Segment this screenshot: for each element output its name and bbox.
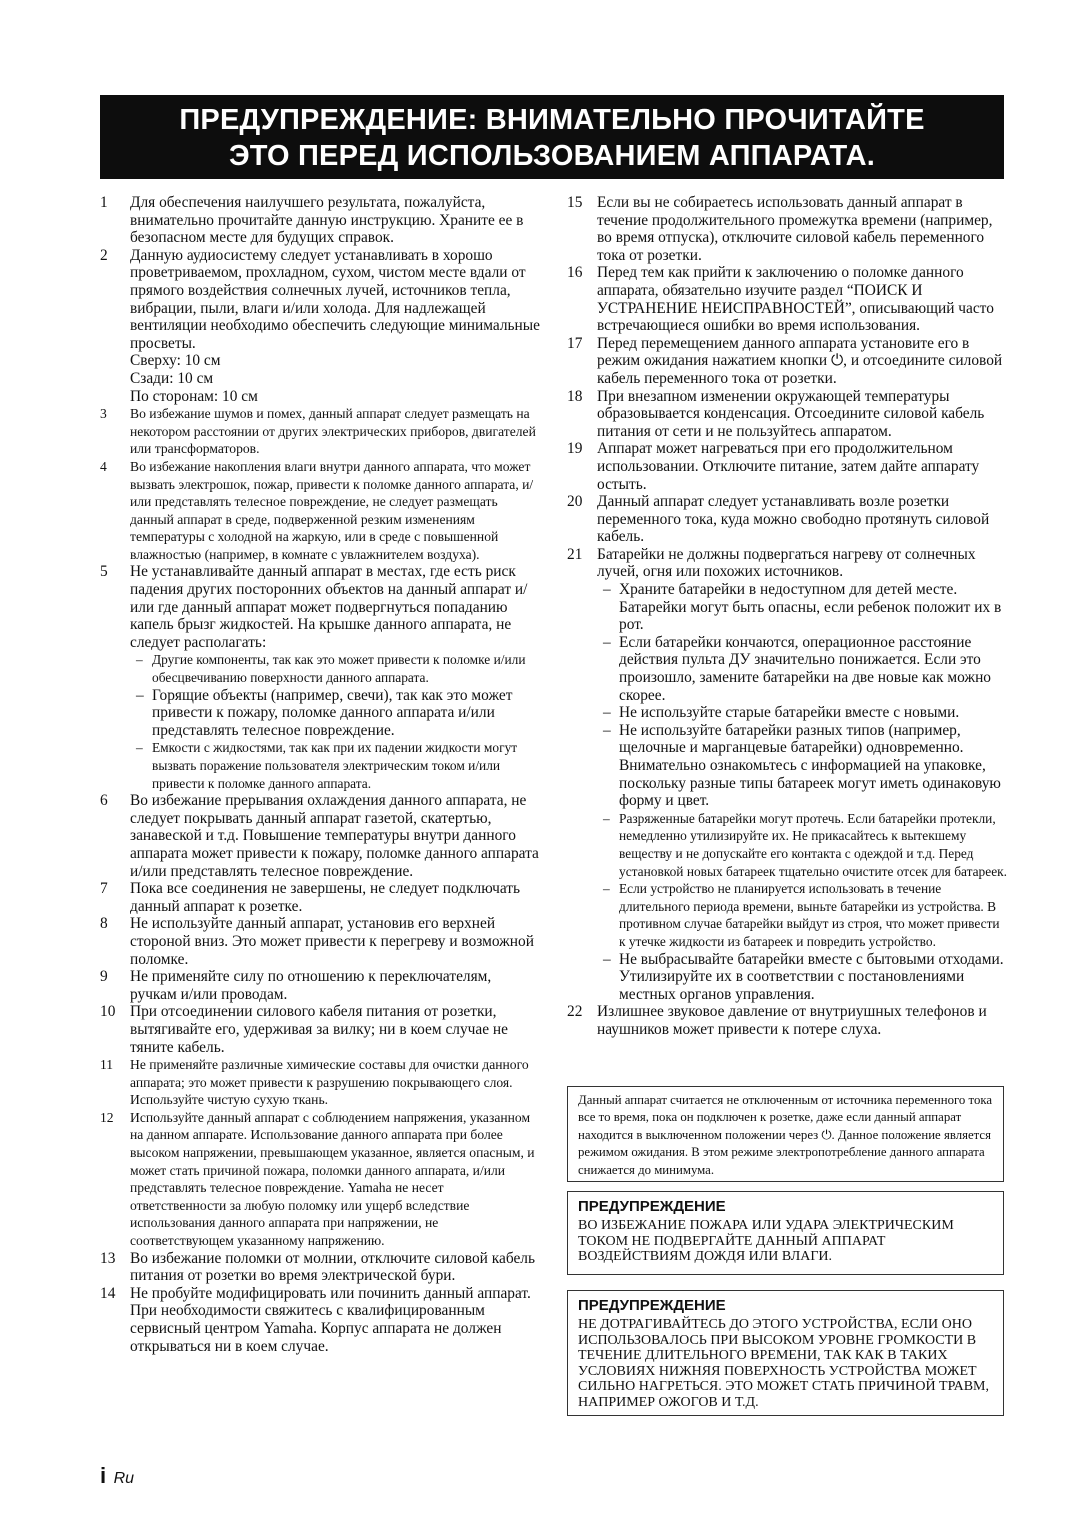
item-number: 16 bbox=[567, 264, 583, 282]
item-number: 5 bbox=[100, 563, 108, 581]
dash-bullet: – bbox=[136, 686, 144, 704]
list-item bbox=[100, 1250, 540, 1285]
item-text: Не пробуйте модифицировать или починить данный аппарат. При необходимости свяжитесь с квалифицированным сервисный центром Yamaha. Корпус аппарата не должен открываться ни в коем случае. bbox=[130, 1284, 531, 1355]
list-item bbox=[567, 440, 1007, 493]
sub-item-text: Если устройство не планируется использовать в течение длительного периода времени, выньте батарейки из устройства. В противном случае батарейки выйдут из строя, что может привести к утечке жидкости из батареек и повредить устройство. bbox=[619, 881, 1000, 949]
list-item bbox=[567, 546, 1007, 1003]
dash-bullet: – bbox=[603, 950, 611, 968]
item-text: Во избежание шумов и помех, данный аппарат следует размещать на некотором расстоянии от других электрических приборов, двигателей или трансформаторов. bbox=[130, 406, 536, 457]
right-column bbox=[567, 194, 1007, 1039]
warning-box-moisture bbox=[567, 1191, 1004, 1275]
list-item bbox=[567, 388, 1007, 441]
item-number: 7 bbox=[100, 880, 108, 898]
item-text: При внезапном изменении окружающей температуры образовывается конденсация. Отсоедините силовой кабель питания от сети и не пользуйтесь аппаратом. bbox=[597, 387, 985, 440]
item-number: 22 bbox=[567, 1003, 583, 1021]
sub-item-text: Храните батарейки в недоступном для детей месте. Батарейки могут быть опасны, если ребенок положит их в рот. bbox=[619, 581, 1002, 634]
left-column bbox=[100, 194, 540, 1355]
item-text: Для обеспечения наилучшего результата, пожалуйста, внимательно прочитайте данную инструкцию. Храните ее в безопасном месте для будущих справок. bbox=[130, 194, 524, 247]
list-item bbox=[567, 335, 1007, 388]
item-number: 18 bbox=[567, 387, 583, 405]
dash-bullet: – bbox=[603, 810, 610, 826]
item-number: 9 bbox=[100, 968, 108, 986]
list-item bbox=[100, 247, 540, 405]
item-text: Не устанавливайте данный аппарат в местах, где есть риск падения других посторонних объектов на данный аппарат и/или где данный аппарат может подвергнуться попаданию капель брызг жидкостей. На крышке данного аппарата, не следует располагать: bbox=[130, 563, 528, 651]
item-number: 3 bbox=[100, 406, 107, 422]
list-item bbox=[100, 405, 540, 458]
item-text: Во избежание накопления влаги внутри данного аппарата, что может вызвать электрошок, пожар, привести к поломке данного аппарата, и/или представлять телесное повреждение, не следует размещать данный аппарат в среде, подверженной резким изменениям температуры с холодной на жаркую, или в среде с повышенной влажностью (например, в комнате с увлажнителем воздуха). bbox=[130, 458, 534, 562]
sub-item-text: Если батарейки кончаются, операционное расстояние действия пульта ДУ значительно понижается. Если это произошло, замените батарейки на две новые как можно скорее. bbox=[619, 633, 991, 704]
item-text: Если вы не собираетесь использовать данный аппарат в течение продолжительного промежутка времени (например, во время отпуска), отключите силовой кабель переменного тока от розетки. bbox=[597, 194, 993, 264]
sub-list-item bbox=[597, 634, 1007, 704]
list-item bbox=[100, 1056, 540, 1109]
item-number: 21 bbox=[567, 545, 583, 563]
item-text: Данный аппарат следует устанавливать возле розетки переменного тока, куда можно свободно протянуть силовой кабель. bbox=[597, 493, 990, 546]
list-item bbox=[100, 1003, 540, 1056]
list-item bbox=[100, 1285, 540, 1355]
list-item bbox=[100, 915, 540, 968]
item-text: Не применяйте различные химические составы для очистки данного аппарата; это может привести к разрушению покрывающего слоя. Используйте чистую сухую ткань. bbox=[130, 1057, 529, 1108]
list-item bbox=[100, 880, 540, 915]
item-number: 10 bbox=[100, 1003, 116, 1021]
sub-item-text: Не используйте старые батарейки вместе с новыми. bbox=[619, 704, 960, 722]
language-code: Ru bbox=[113, 1470, 135, 1487]
sub-list-item bbox=[597, 704, 1007, 722]
item-number: 13 bbox=[100, 1249, 116, 1267]
page-title-banner bbox=[100, 95, 1004, 179]
list-item bbox=[567, 194, 1007, 264]
dash-bullet: – bbox=[603, 633, 611, 651]
standby-note-box bbox=[567, 1086, 1004, 1182]
item-text: Пока все соединения не завершены, не следует подключать данный аппарат к розетке. bbox=[130, 880, 521, 915]
dash-bullet: – bbox=[603, 721, 611, 739]
warning-title: ПРЕДУПРЕЖДЕНИЕ bbox=[578, 1198, 726, 1215]
dash-bullet: – bbox=[136, 652, 143, 668]
list-item bbox=[567, 264, 1007, 334]
standby-note-text: Данный аппарат считается не отключенным от источника переменного тока все то время, пока он подключен к розетке, даже если данный аппарат находится в выключенном положении через ⏻. Данное положение является режимом ожидания. В этом режиме электропотребление данного аппарата снижается до минимума. bbox=[578, 1093, 993, 1177]
item-number: 2 bbox=[100, 246, 108, 264]
item-number: 12 bbox=[100, 1109, 114, 1125]
sub-item-text: Другие компоненты, так как это может привести к поломке и/или обесцвечиванию поверхности данного аппарата. bbox=[152, 652, 526, 686]
item-number: 1 bbox=[100, 194, 108, 211]
item-number: 20 bbox=[567, 493, 583, 511]
item-number: 17 bbox=[567, 334, 583, 352]
list-item bbox=[100, 194, 540, 247]
item-text: Перед тем как прийти к заключению о поломке данного аппарата, обязательно изучите раздел “ПОИСК И УСТРАНЕНИЕ НЕИСПРАВНОСТЕЙ”, описывающий часто встречающиеся ошибки во время использования. bbox=[597, 264, 994, 335]
dash-bullet: – bbox=[603, 581, 611, 599]
title-line-1: ПРЕДУПРЕЖДЕНИЕ: ВНИМАТЕЛЬНО ПРОЧИТАЙТЕ bbox=[179, 104, 925, 136]
sub-list-item bbox=[597, 722, 1007, 810]
list-item bbox=[100, 792, 540, 880]
dash-bullet: – bbox=[136, 740, 143, 756]
warning-text: НЕ ДОТРАГИВАЙТЕСЬ ДО ЭТОГО УСТРОЙСТВА, ЕСЛИ ОНО ИСПОЛЬЗОВАЛОСЬ ПРИ ВЫСОКОМ УРОВНЕ ГРОМКОСТИ В ТЕЧЕНИЕ ДЛИТЕЛЬНОГО ВРЕМЕНИ, ТАК КАК В ТАКИХ УСЛОВИЯХ НИЖНЯЯ ПОВЕРХНОСТЬ УСТРОЙСТВА МОЖЕТ СИЛЬНО НАГРЕТЬСЯ. ЭТО МОЖЕТ СТАТЬ ПРИЧИНОЙ ТРАВМ, НАПРИМЕР ОЖОГОВ И Т.Д. bbox=[578, 1317, 990, 1410]
item-text: Не применяйте силу по отношению к переключателям, ручкам и/или проводам. bbox=[130, 968, 492, 1003]
page-number: i bbox=[100, 1463, 107, 1488]
warning-text: ВО ИЗБЕЖАНИЕ ПОЖАРА ИЛИ УДАРА ЭЛЕКТРИЧЕСКИМ ТОКОМ НЕ ПОДВЕРГАЙТЕ ДАННЫЙ АППАРАТ ВОЗДЕЙСТВИЯМ ДОЖДЯ ИЛИ ВЛАГИ. bbox=[578, 1218, 954, 1265]
item-text: Данную аудиосистему следует устанавливать в хорошо проветриваемом, прохладном, сухом, чистом месте вдали от прямого воздействия солнечных лучей, источников тепла, вибрации, пыли, влаги и/или холода. Для надлежащей вентиляции необходимо обеспечить следующие минимальные просветы. bbox=[130, 246, 540, 352]
sub-list-item bbox=[597, 880, 1007, 950]
list-item bbox=[567, 1003, 1007, 1038]
item-text: Аппарат может нагреваться при его продолжительном использовании. Отключите питание, затем дайте аппарату остыть. bbox=[597, 440, 980, 493]
item-text: Не используйте данный аппарат, установив его верхней стороной вниз. Это может привести к перегреву и возможной поломке. bbox=[130, 915, 534, 968]
list-item bbox=[100, 968, 540, 1003]
item-text: Во избежание поломки от молнии, отключите силовой кабель питания от розетки во время электрической бури. bbox=[130, 1249, 535, 1285]
list-item bbox=[100, 563, 540, 792]
item-number: 14 bbox=[100, 1284, 116, 1302]
item-clearance-line: Сзади: 10 см bbox=[130, 369, 214, 387]
dash-bullet: – bbox=[603, 704, 611, 722]
item-number: 8 bbox=[100, 915, 108, 933]
sub-list-item bbox=[597, 581, 1007, 634]
dash-bullet: – bbox=[603, 881, 610, 897]
item-text: При отсоединении силового кабеля питания от розетки, вытягивайте его, удерживая за вилку; ни в коем случае не тяните кабель. bbox=[130, 1003, 508, 1056]
item-number: 4 bbox=[100, 458, 107, 474]
list-item bbox=[567, 493, 1007, 546]
item-text: Используйте данный аппарат с соблюдением напряжения, указанном на данном аппарате. Использование данного аппарата при более высоком напряжении, превышающем указанное, является опасным, и может стать причиной пожара, поломки данного аппарата, и/или представлять телесное повреждение. Yamaha не несет ответственности за любую поломку или ущерб вследствие использования данного аппарата при напряжении, не соответствующем указанному напряжению. bbox=[130, 1109, 535, 1249]
sub-item-text: Разряженные батарейки могут протечь. Если батарейки протекли, немедленно утилизируйте их. Не прикасайтесь к вытекшему веществу и не допускайте его контакта с одеждой и т.д. Перед установкой новых батареек тщательно очистите отсек для батареек. bbox=[619, 810, 1007, 879]
page-footer bbox=[100, 1463, 134, 1489]
item-number: 11 bbox=[100, 1057, 114, 1073]
item-clearance-line: По сторонам: 10 см bbox=[130, 387, 258, 405]
sub-list-item bbox=[597, 951, 1007, 1004]
item-clearance-line: Сверху: 10 см bbox=[130, 352, 221, 370]
sub-list-item bbox=[130, 687, 540, 740]
item-number: 19 bbox=[567, 440, 583, 458]
item-text: Перед перемещением данного аппарата установите его в режим ожидания нажатием кнопки ⏻, и отсоедините силовой кабель переменного тока от розетки. bbox=[597, 334, 1003, 387]
item-number: 6 bbox=[100, 792, 108, 810]
title-line-2: ЭТО ПЕРЕД ИСПОЛЬЗОВАНИЕМ АППАРАТА. bbox=[228, 140, 876, 172]
warning-box-heat bbox=[567, 1290, 1004, 1416]
sub-list-item bbox=[130, 739, 540, 792]
warning-title: ПРЕДУПРЕЖДЕНИЕ bbox=[578, 1297, 726, 1314]
sub-item-text: Емкости с жидкостями, так как при их падении жидкости могут вызвать поражение пользователя электрическим током и/или привести к поломке данного аппарата. bbox=[152, 740, 518, 791]
sub-item-text: Не используйте батарейки разных типов (например, щелочные и марганцевые батарейки) одновременно. Внимательно ознакомьтесь с информацией на упаковке, поскольку разные типы батареек могут иметь одинаковую форму и цвет. bbox=[619, 721, 1001, 810]
sub-item-text: Не выбрасывайте батарейки вместе с бытовыми отходами. Утилизируйте их в соответствии с постановлениями местных органов управления. bbox=[619, 950, 1004, 1003]
item-text: Батарейки не должны подвергаться нагреву от солнечных лучей, огня или похожих источников. bbox=[597, 545, 976, 581]
sub-list-item bbox=[597, 810, 1007, 880]
list-item bbox=[100, 458, 540, 564]
item-text: Во избежание прерывания охлаждения данного аппарата, не следует покрывать данный аппарат газетой, скатертью, занавеской и т.д. Повышение температуры внутри данного аппарата может привести к пожару, поломке данного аппарата и/или представлять телесное повреждение. bbox=[130, 792, 539, 880]
list-item bbox=[100, 1109, 540, 1250]
sub-item-text: Горящие объекты (например, свечи), так как это может привести к пожару, поломке данного аппарата и/или представлять телесное повреждение. bbox=[152, 686, 513, 739]
sub-list-item bbox=[130, 651, 540, 686]
item-number: 15 bbox=[567, 194, 583, 211]
item-text: Излишнее звуковое давление от внутриушных телефонов и наушников может привести к потере слуха. bbox=[597, 1003, 987, 1038]
